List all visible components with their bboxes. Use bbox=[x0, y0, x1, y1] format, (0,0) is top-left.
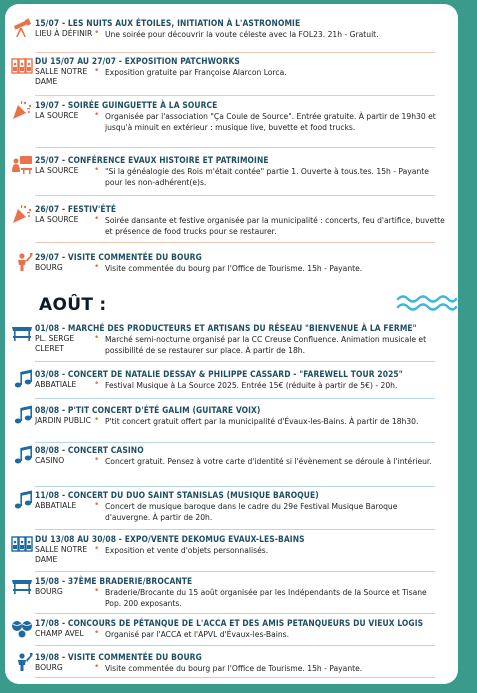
event-title: 25/07 - CONFÉRENCE EVAUX HISTOIRE ET PATRIMOINE bbox=[35, 155, 269, 165]
bullet: • bbox=[94, 214, 100, 224]
bullet: • bbox=[94, 333, 100, 343]
bullet: • bbox=[94, 455, 100, 465]
separator bbox=[35, 361, 435, 362]
event-description: Marché semi-nocturne organisé par la CC Creuse Confluence. Animation musicale et possibilité de se restaurer sur place. À partir de 18h. bbox=[105, 335, 427, 356]
event-title: 08/08 - P'TIT CONCERT D'ÉTÉ GALIM (GUITARE VOIX) bbox=[35, 405, 261, 415]
event-location: SALLE NOTRE DAME bbox=[35, 545, 88, 564]
event-description: Organisé par l'ACCA et l'APVL d'Évaux-les-Bains. bbox=[105, 630, 290, 639]
music-note-icon bbox=[11, 445, 33, 465]
event-description: "Si la généalogie des Rois m'était contée" partie 1. Ouverte à tous.tes. 15h - Payante pour les non-adhérent(e)s. bbox=[105, 167, 429, 188]
bullet: • bbox=[94, 544, 100, 554]
event-description: P'tit concert gratuit offert par la municipalité d'Évaux-les-Bains. À partir de 18h30. bbox=[105, 417, 419, 426]
event-title: DU 13/08 AU 30/08 - EXPO/VENTE DEKOMUG EVAUX-LES-BAINS bbox=[35, 534, 305, 544]
waves-decoration bbox=[396, 293, 458, 313]
event-title: 15/08 - 37ÈME BRADERIE/BROCANTE bbox=[35, 576, 193, 586]
event-description: Organisée par l'association "Ça Coule de Source". Entrée gratuite. À partir de 19h30 et jusqu'à minuit en extérieur : musique live, buvette et food trucks. bbox=[105, 112, 436, 133]
event-location: BOURG bbox=[35, 663, 63, 672]
event-location: CHAMP AVEL bbox=[35, 629, 84, 638]
event-location: ABBATIALE bbox=[35, 501, 77, 510]
separator bbox=[35, 242, 435, 243]
bullet: • bbox=[94, 628, 100, 638]
event-location: JARDIN PUBLIC bbox=[35, 416, 91, 425]
guide-icon bbox=[11, 252, 33, 272]
separator bbox=[35, 95, 435, 96]
separator bbox=[35, 486, 435, 487]
party-icon bbox=[11, 100, 33, 120]
separator bbox=[35, 571, 435, 572]
separator bbox=[35, 677, 435, 678]
separator bbox=[35, 645, 435, 646]
separator bbox=[35, 52, 435, 53]
month-heading: AOÛT : bbox=[39, 295, 107, 315]
separator bbox=[35, 442, 435, 443]
bullet: • bbox=[94, 415, 100, 425]
bullet: • bbox=[94, 379, 100, 389]
event-location: PL. SERGE CLERET bbox=[35, 334, 75, 353]
event-description: Visite commentée du bourg par l'Office de Tourisme. 15h - Payante. bbox=[105, 264, 363, 273]
event-description: Festival Musique à La Source 2025. Entrée 15€ (réduite à partir de 5€) - 20h. bbox=[105, 381, 398, 390]
conference-icon bbox=[11, 155, 33, 175]
music-note-icon bbox=[11, 369, 33, 389]
event-location: BOURG bbox=[35, 587, 63, 596]
event-location: SALLE NOTRE DAME bbox=[35, 67, 88, 86]
separator bbox=[35, 195, 435, 196]
event-description: Braderie/Brocante du 15 août organisée par les Indépendants de la Source et Tisane Pop. 200 exposants. bbox=[105, 588, 427, 609]
event-location: LA SOURCE bbox=[35, 166, 79, 175]
party-icon bbox=[11, 204, 33, 224]
event-description: Concert de musique baroque dans le cadre du 29e Festival Musique Baroque d'auvergne. À partir de 20h. bbox=[105, 502, 398, 523]
bullet: • bbox=[94, 66, 100, 76]
event-title: 01/08 - MARCHÉ DES PRODUCTEURS ET ARTISANS DU RÉSEAU "BIENVENUE À LA FERME" bbox=[35, 323, 417, 333]
event-location: BOURG bbox=[35, 263, 63, 272]
events-card bbox=[5, 4, 458, 684]
event-description: Une soirée pour découvrir la voute céleste avec la FOL23. 21h - Gratuit. bbox=[105, 30, 379, 39]
event-title: 03/08 - CONCERT DE NATALIE DESSAY & PHILIPPE CASSARD - "FAREWELL TOUR 2025" bbox=[35, 369, 403, 379]
event-title: 19/07 - SOIRÉE GUINGUETTE À LA SOURCE bbox=[35, 100, 218, 110]
separator bbox=[35, 147, 435, 148]
bullet: • bbox=[94, 110, 100, 120]
event-title: 15/07 - LES NUITS AUX ÉTOILES, INITIATION À L'ASTRONOMIE bbox=[35, 18, 301, 28]
bullet: • bbox=[94, 28, 100, 38]
event-description: Concert gratuit. Pensez à votre carte d'identité si l'évènement se déroule à l'intérieur. bbox=[105, 457, 432, 466]
separator bbox=[35, 529, 435, 530]
event-location: LA SOURCE bbox=[35, 215, 79, 224]
event-description: Visite commentée du bourg par l'Office de Tourisme. 15h - Payante. bbox=[105, 664, 363, 673]
event-title: 08/08 - CONCERT CASINO bbox=[35, 445, 144, 455]
music-note-icon bbox=[11, 490, 33, 510]
event-title: 26/07 - FESTIV'ÉTÉ bbox=[35, 204, 117, 214]
event-title: 17/08 - CONCOURS DE PÉTANQUE DE L'ACCA ET DES AMIS PETANQUEURS DU VIEUX LOGIS bbox=[35, 618, 424, 628]
event-description: Exposition et vente d'objets personnalisés. bbox=[105, 546, 269, 555]
music-note-icon bbox=[11, 405, 33, 425]
event-location: LIEU À DÉFINIR bbox=[35, 29, 93, 38]
event-location: LA SOURCE bbox=[35, 111, 79, 120]
market-stall-icon bbox=[11, 576, 33, 596]
market-stall-icon bbox=[11, 323, 33, 343]
separator bbox=[35, 613, 435, 614]
event-location: ABBATIALE bbox=[35, 380, 77, 389]
bullet: • bbox=[94, 500, 100, 510]
bullet: • bbox=[94, 165, 100, 175]
bullet: • bbox=[94, 262, 100, 272]
telescope-icon bbox=[11, 18, 33, 38]
bullet: • bbox=[94, 662, 100, 672]
gallery-icon bbox=[11, 534, 33, 554]
event-title: 29/07 - VISITE COMMENTÉE DU BOURG bbox=[35, 252, 202, 262]
bullet: • bbox=[94, 586, 100, 596]
event-title: 11/08 - CONCERT DU DUO SAINT STANISLAS (MUSIQUE BAROQUE) bbox=[35, 490, 319, 500]
guide-icon bbox=[11, 652, 33, 672]
petanque-icon bbox=[11, 618, 33, 638]
event-location: CASINO bbox=[35, 456, 65, 465]
event-title: DU 15/07 AU 27/07 - EXPOSITION PATCHWORKS bbox=[35, 56, 240, 66]
separator bbox=[35, 398, 435, 399]
event-title: 19/08 - VISITE COMMENTÉE DU BOURG bbox=[35, 652, 202, 662]
event-description: Exposition gratuite par Françoise Alarcon Lorca. bbox=[105, 68, 287, 77]
gallery-icon bbox=[11, 56, 33, 76]
event-description: Soirée dansante et festive organisée par la municipalité : concerts, feu d'artifice, buvette et présence de food trucks pour se restaurer. bbox=[105, 216, 445, 237]
